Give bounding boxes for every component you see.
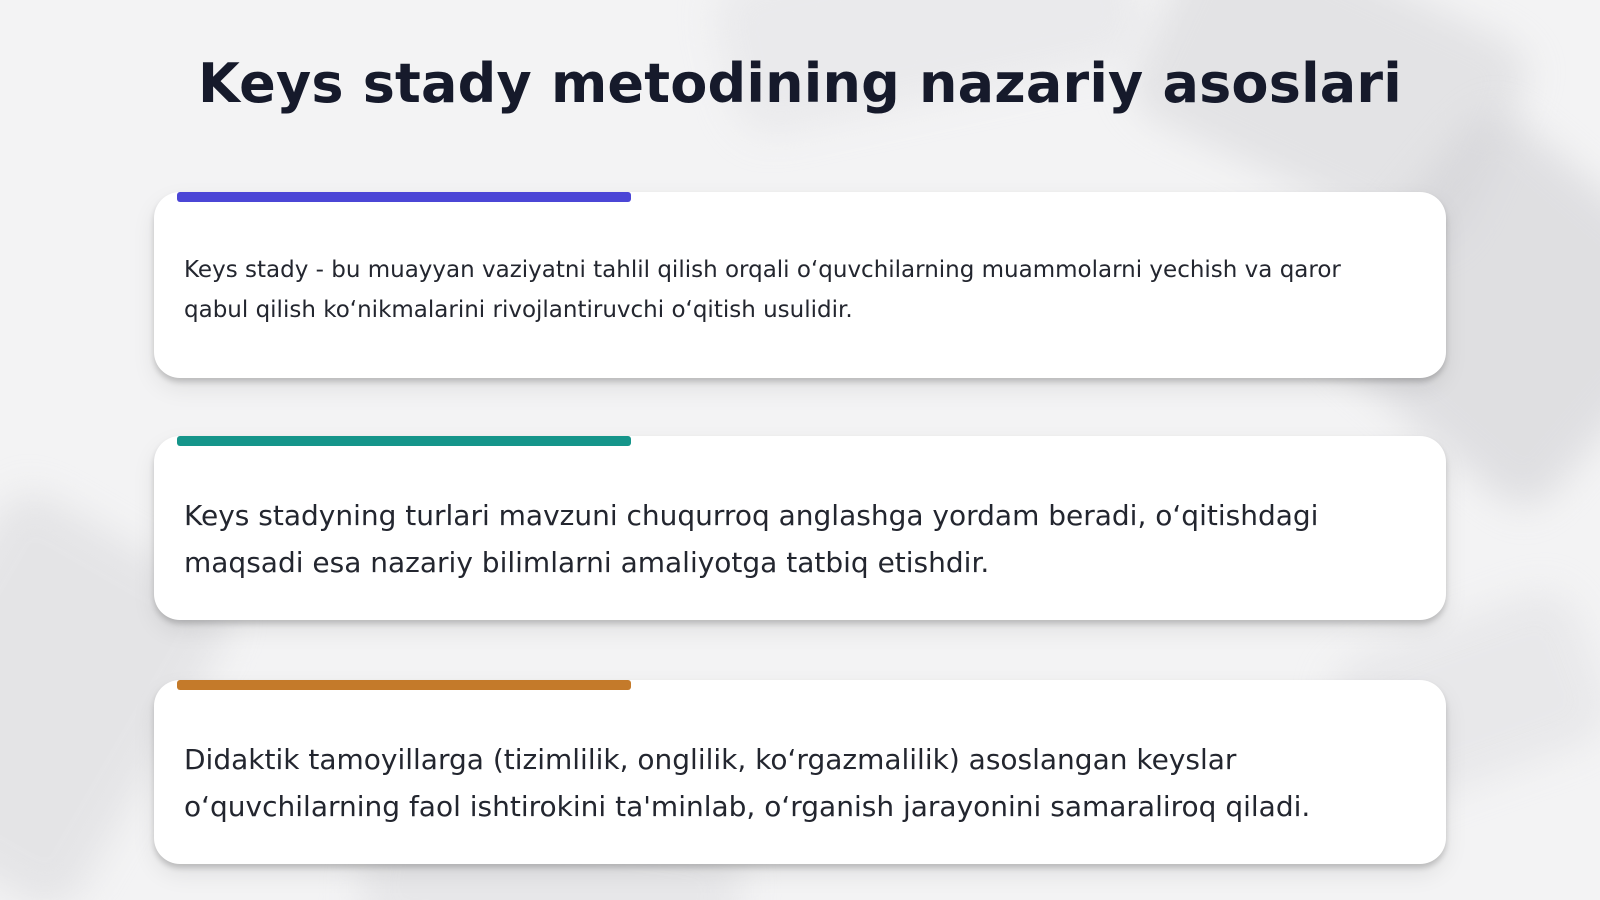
card-accent-bar bbox=[177, 436, 631, 446]
info-card-types bbox=[154, 436, 1446, 620]
card-text: Keys stady - bu muayyan vaziyatni tahlil qilish orqali o‘quvchilarning muammolarni yechish va qaror qabul qilish ko‘nikmalarini rivojlantiruvchi o‘qitish usulidir. bbox=[184, 257, 1341, 323]
card-text: Didaktik tamoyillarga (tizimlilik, onglilik, ko‘rgazmalilik) asoslangan keyslar o‘quvchilarning faol ishtirokini ta'minlab, o‘rganish jarayonini samaraliroq qiladi. bbox=[184, 743, 1311, 823]
slide-title: Keys stady metodining nazariy asoslari bbox=[198, 52, 1402, 115]
info-card-definition bbox=[154, 192, 1446, 378]
card-accent-bar bbox=[177, 680, 631, 690]
info-card-principles bbox=[154, 680, 1446, 864]
card-text: Keys stadyning turlari mavzuni chuqurroq anglashga yordam beradi, o‘qitishdagi maqsadi esa nazariy bilimlarni amaliyotga tatbiq etishdir. bbox=[184, 499, 1319, 579]
card-accent-bar bbox=[177, 192, 631, 202]
